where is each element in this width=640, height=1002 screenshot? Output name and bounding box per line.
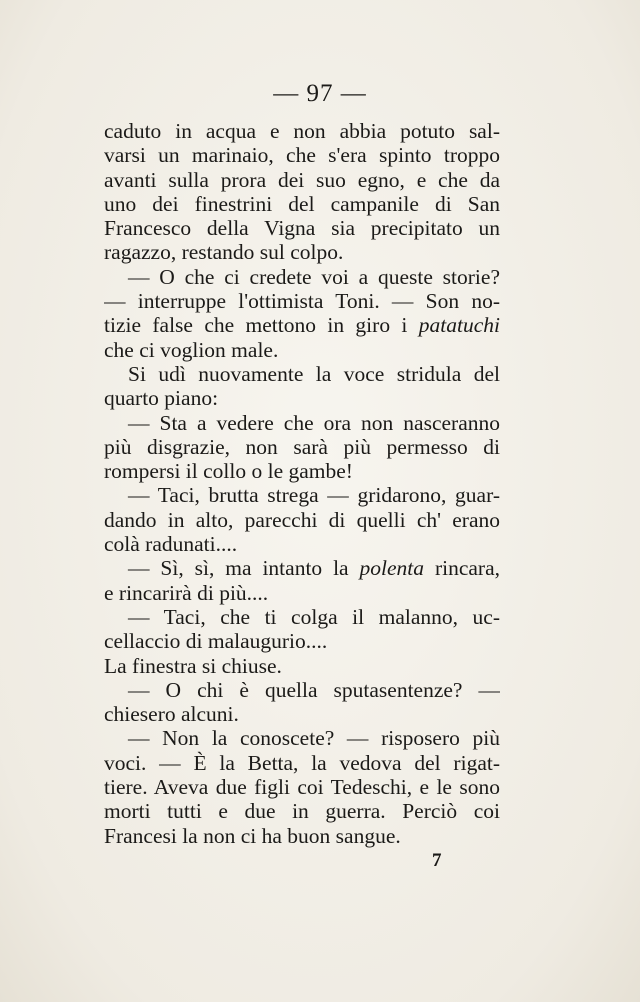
text-line: — Taci, che ti colga il malanno, uc- bbox=[128, 604, 500, 629]
body-text bbox=[104, 119, 500, 848]
text-line: colà radunati.... bbox=[104, 532, 238, 557]
text-line: che ci voglion male. bbox=[104, 337, 279, 362]
text-line: dando in alto, parecchi di quelli ch' erano bbox=[104, 507, 500, 532]
text-line: caduto in acqua e non abbia potuto sal- bbox=[104, 119, 500, 143]
text-line: uno dei finestrini del campanile di San bbox=[104, 191, 500, 216]
text-line: La finestra si chiuse. bbox=[104, 653, 282, 678]
text-line: — Sì, sì, ma intanto la polenta rincara, bbox=[128, 556, 500, 581]
text-line: — Sta a vedere che ora non nasceranno bbox=[128, 410, 500, 435]
text-line: cellaccio di malaugurio.... bbox=[104, 629, 328, 654]
text-line: rompersi il collo o le gambe! bbox=[104, 459, 353, 484]
text-line: Si udì nuovamente la voce stridula del bbox=[128, 361, 500, 386]
text-line: Francesi la non ci ha buon sangue. bbox=[104, 823, 401, 848]
text-line: voci. — È la Betta, la vedova del rigat- bbox=[104, 750, 500, 775]
text-line: e rincarirà di più.... bbox=[104, 580, 269, 605]
page-number: — 97 — bbox=[273, 80, 367, 107]
signature-mark: 7 bbox=[432, 850, 442, 871]
text-line: — Taci, brutta strega — gridarono, guar- bbox=[128, 483, 500, 508]
text-line: avanti sulla prora dei suo egno, e che da bbox=[104, 167, 500, 192]
text-line: — O che ci credete voi a queste storie? bbox=[128, 264, 500, 289]
text-line: chiesero alcuni. bbox=[104, 702, 239, 727]
text-line: tiere. Aveva due figli coi Tedeschi, e le sono bbox=[104, 775, 500, 800]
text-line: — Non la conoscete? — risposero più bbox=[128, 726, 500, 751]
text-line: tizie false che mettono in giro i patatuchi bbox=[104, 313, 500, 338]
text-line: Francesco della Vigna sia precipitato un bbox=[104, 216, 500, 241]
text-line: varsi un marinaio, che s'era spinto troppo bbox=[104, 143, 500, 168]
text-line: morti tutti e due in guerra. Perciò coi bbox=[104, 799, 500, 824]
text-line: più disgrazie, non sarà più permesso di bbox=[104, 434, 500, 459]
text-line: — interruppe l'ottimista Toni. — Son no- bbox=[104, 289, 500, 314]
text-line: quarto piano: bbox=[104, 386, 219, 411]
text-line: ragazzo, restando sul colpo. bbox=[104, 240, 344, 265]
text-line: — O chi è quella sputasentenze? — bbox=[128, 677, 500, 702]
